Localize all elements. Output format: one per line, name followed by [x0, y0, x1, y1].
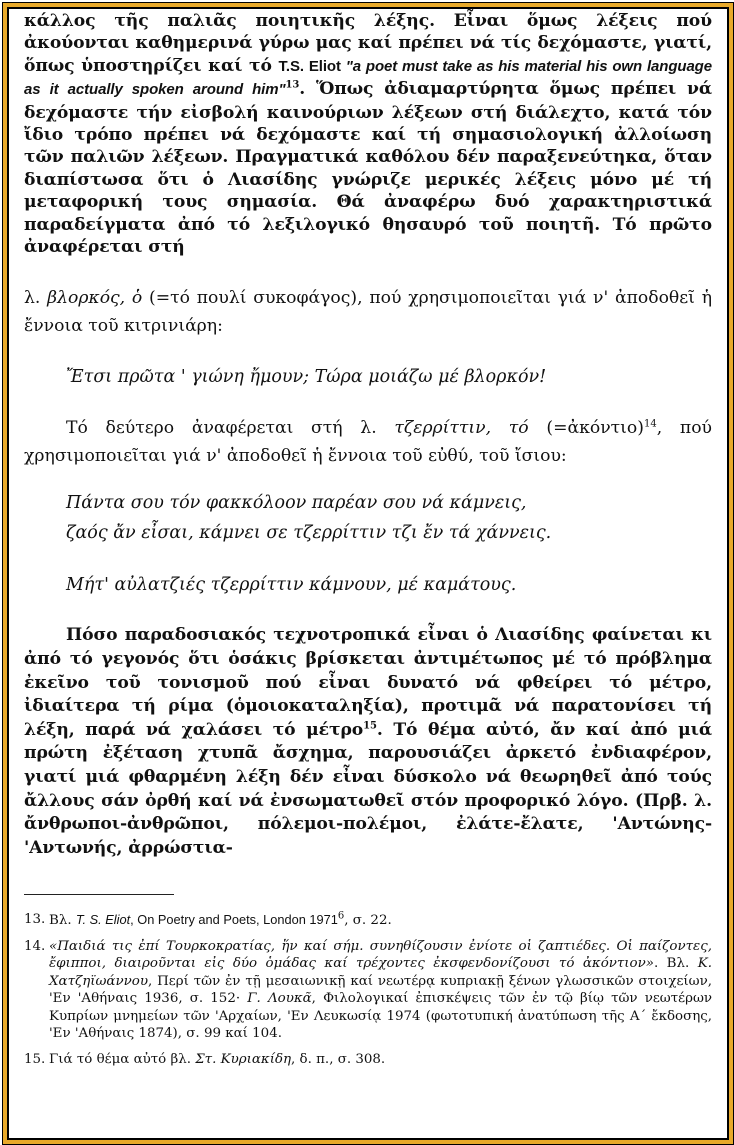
text-run: Τό δεύτερο ἀναφέρεται στή λ. [66, 418, 395, 439]
text-run: λ. [24, 288, 48, 309]
verse-1: Ἔτσι πρῶτα ' γιώνη ἤμουν; Τώρα μοιάζω μέ βλορκόν! [66, 367, 547, 388]
footnote-number: 15. [24, 1051, 46, 1067]
text-run: Πόσο παραδοσιακός τεχνοτροπικά εἶναι ὁ Λιασίδης φαίνεται κι ἀπό τό γεγονός ὅτι ὁσάκις βρίσκεται ἀντιμέτωπος μέ τό πρόβλημα ἐκεῖνο τοῦ τονισμοῦ πού εἶναι δυνατό νά φθείρει τό μέτρο, ἰδιαίτερα τή ρίμα (ὁμοιοκαταληξία), προτιμᾶ νά παρατονίσει τή λέξη, παρά νά χαλάσει τό μέτρο [24, 625, 712, 740]
author-name: Στ. Κυριακίδη [195, 1051, 292, 1067]
text-run: (=ἀκόντιο) [528, 418, 644, 439]
paragraph-3 [24, 414, 712, 470]
author-name: T.S. Eliot [278, 57, 341, 75]
text-run: , πού χρησιμοποιεῖται γιά ν' ἀποδοθεῖ ἡ ἔννοια τοῦ εὐθύ, τοῦ ἴσιου: [24, 418, 712, 467]
text-run: , Περί τῶν ἐν τῇ μεσαιωνικῇ καί νεωτέρᾳ κυπριακῇ ξένων γλωσσικῶν στοιχείων, 'Εν 'Αθήναις 1936, σ. 152· [49, 973, 712, 1007]
paragraph-4 [24, 624, 712, 860]
verse-3: Μήτ' αὐλατζιές τζερρίττιν κάμνουν, μέ καμάτους. [66, 575, 517, 596]
verse-2-line-1: Πάντα σου τόν φακκόλοον παρέαν σου νά κάμνεις, [66, 493, 527, 514]
english-quote: "a poet must take as his material his own language as it actually spoken around him" [24, 57, 712, 99]
text-run: κάλλος τῆς παλιᾶς ποιητικῆς λέξης. Εἶναι ὅμως λέξεις πού ἀκούονται καθημερινά γύρω μας καί πρέπει νά τίς δεχόμαστε, γιατί, ὅπως ὑποστηρίζει καί τό [24, 11, 712, 76]
footnote-ref: 13 [285, 79, 300, 91]
text-run: , Φιλολογικαί ἐπισκέψεις τῶν ἐν τῷ βίῳ τῶν νεωτέρων Κυπρίων μνημείων τῶν 'Αρχαίων, 'Εν Λευκωσίᾳ 1974 (φωτοτυπική ἀνατύπωση τῆς Α΄ ἔκδοσης, 'Εν 'Αθήναις 1874), σ. 99 καί 104. [49, 991, 712, 1042]
footnote-14 [24, 938, 712, 1043]
author-name: Γ. Λουκᾶ [247, 991, 312, 1007]
text-run: , σ. 22. [344, 913, 392, 929]
headword: βλορκός, ὁ [47, 288, 143, 309]
headword: τζερρίττιν, τό [394, 418, 529, 439]
paragraph-2 [24, 284, 712, 340]
footnote-13 [24, 911, 712, 930]
footnote-text [49, 911, 712, 930]
author-name: T. S. Eliot [75, 912, 131, 928]
footnote-ref: 14 [643, 418, 657, 430]
footnote-ref: 15 [363, 720, 377, 732]
text-run: , δ. π., σ. 308. [291, 1051, 386, 1067]
paragraph-1 [24, 10, 712, 258]
edition-superscript: 6 [337, 910, 345, 922]
footnote-number: 14. [24, 938, 46, 954]
text-run: Βλ. [49, 913, 76, 929]
footnote-text [49, 1051, 712, 1069]
footnote-text [49, 938, 712, 1043]
text-run: (=τό πουλί συκοφάγος), πού χρησιμοποιεῖται γιά ν' ἀποδοθεῖ ἡ ἔννοια τοῦ κιτρινιάρη: [24, 288, 712, 337]
text-run: . Ὅπως ἀδιαμαρτύρητα ὅμως πρέπει νά δεχόμαστε τήν εἰσβολή καινούριων λέξεων στή διάλεχτο, κατά τόν ἴδιο τρόπο πρέπει νά δεχόμαστε καί τή σημασιολογική ἀλλοίωση τῶν παλιῶν λέξεων. Πραγματικά καθόλου δέν παραξενεύτηκα, ὅταν διαπίστωσα ὅτι ὁ Λιασίδης γνώριζε μερικές λέξεις μόνο μέ τή μεταφορική τους σημασία. Θά ἀναφέρω δυό χαρακτηριστικά παραδείγματα ἀπό τό λεξιλογικό θησαυρό τοῦ ποιητῆ. Τό πρῶτο ἀναφέρεται στή [24, 79, 712, 258]
footnote-number: 13. [24, 912, 46, 928]
text-run: Γιά τό θέμα αὐτό βλ. [49, 1051, 196, 1067]
verse-2-line-2: ζαός ἄν εἶσαι, κάμνει σε τζερρίττιν τζι ἔν τά χάννεις. [66, 523, 552, 544]
book-title: , On Poetry and Poets, London 1971 [130, 912, 338, 928]
text-run: . Τό θέμα αὐτό, ἄν καί ἀπό μιά πρώτη ἐξέταση χτυπᾶ ἄσχημα, παρουσιάζει ἀρκετό ἐνδιαφέρον, γιατί μιά φθαρμένη λέξη δέν εἶναι δύσκολο νά θεωρηθεῖ ἀπό τούς ἄλλους σάν ὀρθή καί νά ἐνσωματωθεῖ στόν προφορικό λόγο. (Πρβ. λ. ἄνθρωποι-ἀνθρῶποι, πόλεμοι-πολέμοι, ἐλάτε-ἔλατε, 'Αντώνης-'Αντωνής, ἀρρώστια- [24, 719, 712, 858]
text-run: . Βλ. [653, 956, 698, 972]
quote: «Παιδιά τις ἐπί Τουρκοκρατίας, ἥν καί σήμ. συνηθίζουσιν ἐνίοτε οἱ ζαπτιέδες. Οἱ παίζοντες, ἔφιπποι, διαιροῦνται εἰς δύο ὁμάδας καί τρέχοντες ἐκσφενδονίζουσι τό ἀκόντιον» [49, 938, 712, 972]
author-name: Κ. Χατζηϊωάννου [49, 956, 712, 989]
footnote-15 [24, 1051, 712, 1069]
document-page [24, 10, 712, 1068]
